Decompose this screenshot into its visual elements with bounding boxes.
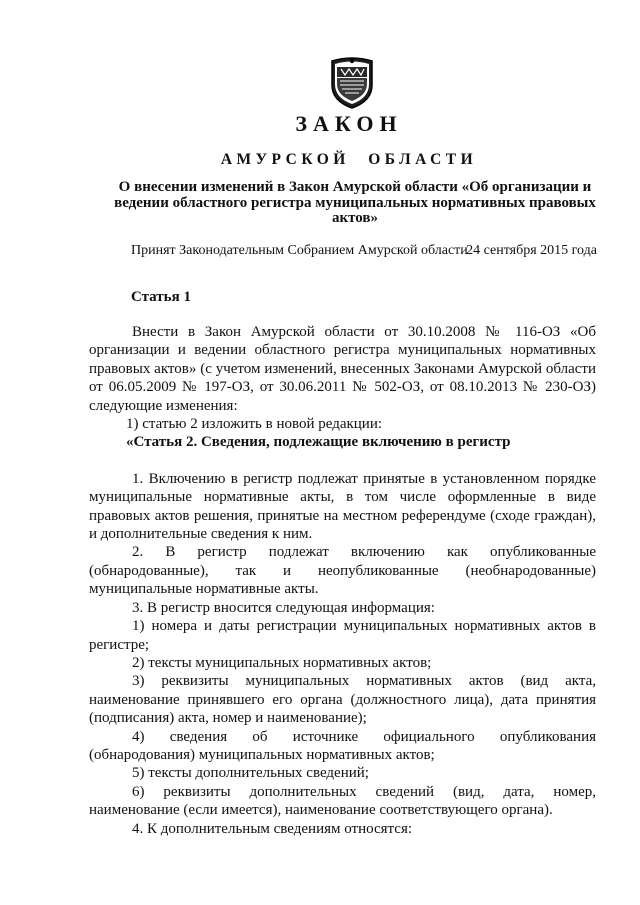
spacer bbox=[89, 452, 596, 470]
law-subtitle: О внесении изменений в Закон Амурской области «Об организации и ведении областного регистра муниципальных нормативных правовых актов» bbox=[114, 179, 596, 226]
paragraph-2: 2. В регистр подлежат включению как опубликованные (обнародованные), так и неопубликованные (необнародованные) муниципальные нормативные акты. bbox=[89, 544, 596, 598]
paragraph-3-item-1: 1) номера и даты регистрации муниципальных нормативных актов в регистре; bbox=[89, 618, 596, 653]
paragraph-4: 4. К дополнительным сведениям относятся: bbox=[132, 820, 413, 837]
paragraph-3-item-4: 4) сведения об источнике официального опубликования (обнародования) муниципальных нормативных актов; bbox=[89, 728, 596, 763]
coat-of-arms-icon bbox=[329, 55, 375, 109]
quoted-article-heading: «Статья 2. Сведения, подлежащие включению в регистр bbox=[126, 434, 511, 451]
amendment-item-1: 1) статью 2 изложить в новой редакции: bbox=[126, 416, 383, 433]
article-intro: Внести в Закон Амурской области от 30.10.2008 № 116-ОЗ «Об организации и ведении областного регистра муниципальных нормативных правовых актов» (с учетом изменений, внесенных Законами Амурской области от 06.05.2009 № 197-ОЗ, от 30.06.2011 № 502-ОЗ, от 08.10.2013 № 230-ОЗ) следующие изменения: bbox=[89, 324, 596, 414]
law-title: ЗАКОН bbox=[295, 111, 403, 136]
region-title: АМУРСКОЙ ОБЛАСТИ bbox=[220, 151, 478, 168]
paragraph-3-item-2: 2) тексты муниципальных нормативных актов; bbox=[132, 654, 432, 671]
paragraph-3-item-6: 6) реквизиты дополнительных сведений (вид, дата, номер, наименование (если имеется), наименование соответствующего органа). bbox=[89, 783, 596, 819]
paragraph-3-item-5: 5) тексты дополнительных сведений; bbox=[132, 765, 369, 782]
paragraph-3: 3. В регистр вносится следующая информация: bbox=[132, 599, 435, 616]
article-heading: Статья 1 bbox=[131, 289, 191, 305]
adoption-date: 24 сентября 2015 года bbox=[466, 243, 597, 258]
paragraph-3-item-3: 3) реквизиты муниципальных нормативных актов (вид акта, наименование принявшего его органа (должностного лица), дата принятия (подписания) акта, номер и наименование); bbox=[89, 673, 596, 727]
article-body bbox=[89, 323, 596, 838]
adopted-by: Принят Законодательным Собранием Амурской области bbox=[131, 243, 468, 258]
paragraph-1: 1. Включению в регистр подлежат принятые в установленном порядке муниципальные нормативные акты, в том числе оформленные в виде правовых актов решения, принятые на местном референдуме (сходе граждан), и дополнительные сведения к ним. bbox=[89, 470, 596, 543]
